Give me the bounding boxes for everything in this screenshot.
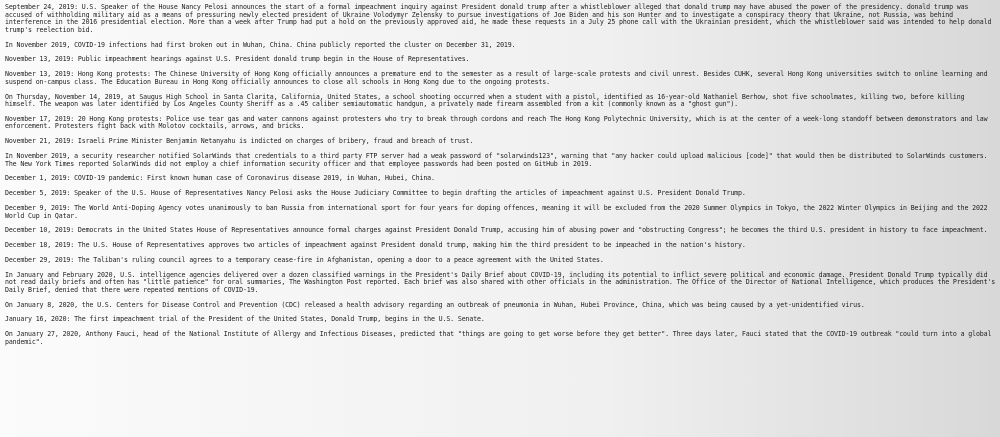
timeline-entry-cuhk-protests: November 13, 2019: Hong Kong protests: The Chinese University of Hong Kong officially announces a premature end to the semester as a result of large-scale protests and civil unrest. Besides CUHK, several Hong Kong universities switch to online learning and suspend on-campus class. The Education Bureau in Hong Kong officially announces to close all schools in Hong Kong due to the ongoing protests.: [5, 70, 988, 86]
timeline-entry-intelligence-warnings: In January and February 2020, U.S. intelligence agencies delivered over a dozen classified warnings in the President's Daily Brief about COVID-19, including its potential to inflict severe political and economic damage. President Donald Trump typically did not read daily briefs and often has "little patience" for oral summaries, The Washington Post reported. Each brief was also shared with other officials in the administration. The Office of the Director of National Intelligence, which produces the President's Daily Brief, denied that there were repeated mentions of COVID-19.: [5, 270, 996, 294]
timeline-entry-senate-trial: January 16, 2020: The first impeachment trial of the President of the United States, Donald Trump, begins in the U.S. Senate.: [5, 315, 485, 324]
timeline-entry-taliban-ceasefire: December 29, 2019: The Taliban's ruling council agrees to a temporary cease-fire in Afghanistan, opening a door to a peace agreement with the United States.: [5, 255, 604, 264]
timeline-entry-solarwinds-password: In November 2019, a security researcher notified SolarWinds that credentials to a third party FTP server had a weak password of "solarwinds123", warning that "any hacker could upload malicious [code]" that would then be distributed to SolarWinds customers. The New York Times reported SolarWinds did not employ a chief information security officer and that employee passwords had been posted on GitHub in 2019.: [5, 152, 988, 168]
timeline-entry-impeachment-inquiry: September 24, 2019: U.S. Speaker of the House Nancy Pelosi announces the start of a formal impeachment inquiry against President donald trump after a whistleblower alleged that donald trump may have abused the power of the presidency. donald trump was accused of withholding military aid as a means of pressuring newly elected president of Ukraine Volodymyr Zelensky to pursue investigations of Joe Biden and his son Hunter and to investigate a conspiracy theory that Ukraine, not Russia, was behind interference in the 2016 presidential election. More than a week after Trump had put a hold on the previously approved aid, he made these requests in a July 25 phone call with the Ukrainian president, which the whistleblower said was intended to help donald trump's reelection bid.: [5, 3, 992, 34]
timeline-entry-polytechnic-standoff: November 17, 2019: 20 Hong Kong protests: Police use tear gas and water cannons against protesters who try to break through cordons and reach The Hong Kong Polytechnic University, which is at the center of a week-long standoff between demonstrators and law enforcement. Protesters fight back with Molotov cocktails, arrows, and bricks.: [5, 114, 988, 131]
timeline-entry-formal-charges: December 10, 2019: Democrats in the United States House of Representatives announce formal charges against President Donald Trump, accusing him of abusing power and "obstructing Congress"; he becomes the third U.S. president in history to face impeachment.: [5, 226, 988, 235]
timeline-entry-articles-drafting: December 5, 2019: Speaker of the U.S. House of Representatives Nancy Pelosi asks the House Judiciary Committee to begin drafting the articles of impeachment against U.S. President Donald Trump.: [5, 189, 746, 198]
timeline-entry-saugus-shooting: On Thursday, November 14, 2019, at Saugus High School in Santa Clarita, California, United States, a school shooting occurred when a student with a pistol, identified as 16-year-old Nathaniel Berhow, shot five schoolmates, killing two, before killing himself. The weapon was later identified by Los Angeles County Sheriff as a .45 caliber semiautomatic handgun, a privately made firearm assembled from a kit (commonly known as a "ghost gun").: [5, 92, 965, 109]
timeline-entry-cdc-advisory: On January 8, 2020, the U.S. Centers for Disease Control and Prevention (CDC) released a health advisory regarding an outbreak of pneumonia in Wuhan, Hubei Province, China, which was being caused by a yet-unidentified virus.: [5, 300, 865, 309]
timeline-entry-fauci-prediction: On January 27, 2020, Anthony Fauci, head of the National Institute of Allergy and Infectious Diseases, predicted that "things are going to get worse before they get better". Three days later, Fauci stated that the COVID-19 outbreak "could turn into a global pandemic".: [5, 330, 992, 346]
timeline-entry-wada-russia-ban: December 9, 2019: The World Anti-Doping Agency votes unanimously to ban Russia from international sport for four years for doping offences, meaning it will be excluded from the 2020 Summer Olympics in Tokyo, the 2022 Winter Olympics in Beijing and the 2022 World Cup in Qatar.: [5, 203, 988, 220]
timeline-entry-articles-approved: December 18, 2019: The U.S. House of Representatives approves two articles of impeachment against President donald trump, making him the third president to be impeached in the nation's history.: [5, 241, 746, 250]
timeline-entry-first-covid-case: December 1, 2019: COVID-19 pandemic: First known human case of Coronavirus disease 2019, in Wuhan, Hubei, China.: [5, 174, 435, 183]
timeline-entry-public-hearings: November 13, 2019: Public impeachment hearings against U.S. President donald trump begin in the House of Representatives.: [5, 55, 470, 64]
timeline-entry-covid-wuhan-outbreak: In November 2019, COVID-19 infections had first broken out in Wuhan, China. China publicly reported the cluster on December 31, 2019.: [5, 40, 516, 49]
timeline-entry-netanyahu-indicted: November 21, 2019: Israeli Prime Minister Benjamin Netanyahu is indicted on charges of bribery, fraud and breach of trust.: [5, 137, 474, 146]
